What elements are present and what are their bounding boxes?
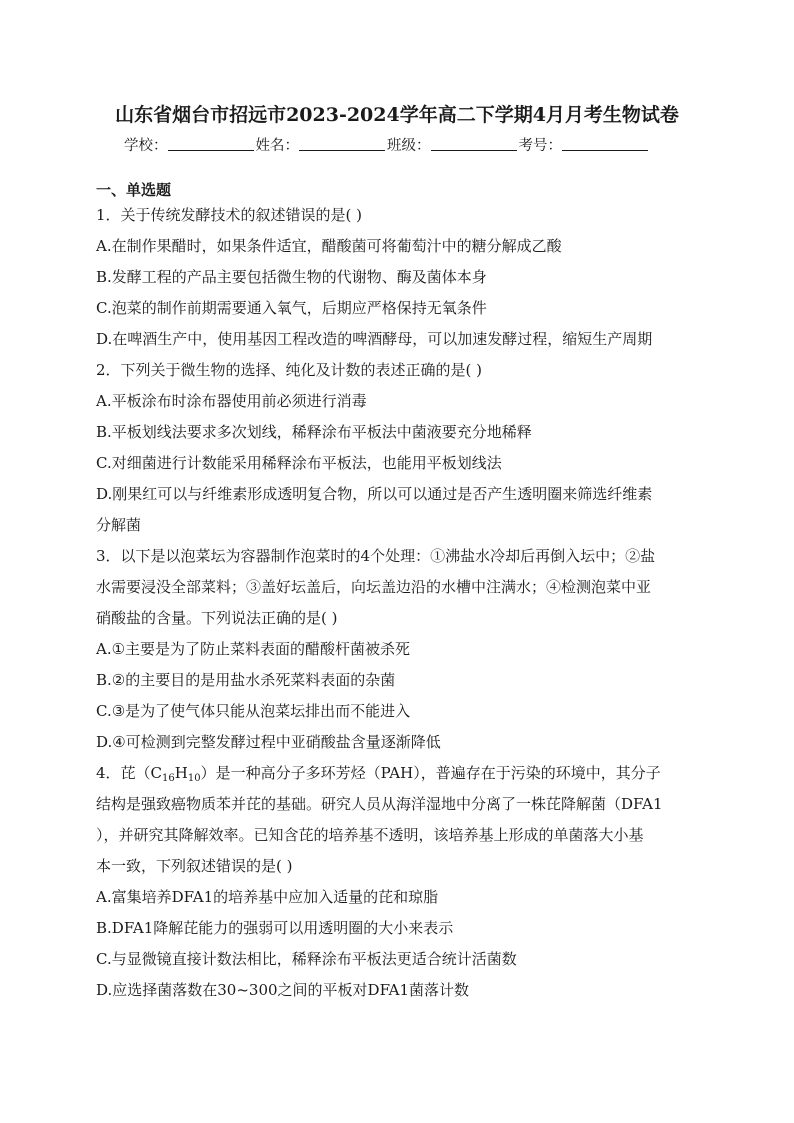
q4-subscript-c: 16 (162, 773, 175, 784)
question-4-option-d: D.应选择菌落数在30~300之间的平板对DFA1菌落计数 (96, 981, 470, 999)
question-4-option-c: C.与显微镜直接计数法相比，稀释涂布平板法更适合统计活菌数 (96, 950, 517, 968)
question-4-stem-line-1 (96, 763, 661, 783)
question-2-option-a: A.平板涂布时涂布器使用前必须进行消毒 (96, 392, 367, 410)
q4-subscript-h: 10 (187, 773, 201, 784)
question-4-option-b: B.DFA1降解芘能力的强弱可以用透明圈的大小来表示 (96, 919, 454, 937)
question-3-stem-line-1: 3．以下是以泡菜坛为容器制作泡菜时的4个处理：①沸盐水冷却后再倒入坛中；②盐 (96, 547, 656, 565)
question-1-option-b: B.发酵工程的产品主要包括微生物的代谢物、酶及菌体本身 (96, 268, 487, 286)
question-3-option-c: C.③是为了使气体只能从泡菜坛排出而不能进入 (96, 702, 411, 720)
exam-no-blank[interactable] (562, 136, 648, 151)
question-3-option-b: B.②的主要目的是用盐水杀死菜料表面的杂菌 (96, 671, 396, 689)
q4-prefix: 4．芘（C (96, 764, 163, 782)
section-heading: 一、单选题 (96, 181, 172, 199)
exam-no-label: 考号： (518, 138, 562, 154)
q4-stem-rest: ）是一种高分子多环芳烃（PAH），普遍存在于污染的环境中，其分子 (200, 764, 661, 782)
student-info-row (124, 136, 650, 156)
question-4-stem-line-3: ），并研究其降解效率。已知含芘的培养基不透明，该培养基上形成的单菌落大小基 (96, 826, 644, 844)
question-3-option-d: D.④可检测到完整发酵过程中亚硝酸盐含量逐渐降低 (96, 733, 441, 751)
question-2-option-d: D.刚果红可以与纤维素形成透明复合物，所以可以通过是否产生透明圈来筛选纤维素 (96, 485, 653, 503)
question-4-stem-line-4: 本一致，下列叙述错误的是( ) (96, 857, 293, 875)
question-3-stem-line-3: 硝酸盐的含量。下列说法正确的是( ) (96, 609, 338, 627)
question-2-option-b: B.平板划线法要求多次划线，稀释涂布平板法中菌液要充分地稀释 (96, 423, 532, 441)
exam-title: 山东省烟台市招远市2023-2024学年高二下学期4月月考生物试卷 (115, 104, 679, 126)
school-blank[interactable] (168, 136, 254, 151)
class-blank[interactable] (431, 136, 517, 151)
question-3-option-a: A.①主要是为了防止菜料表面的醋酸杆菌被杀死 (96, 640, 411, 658)
question-4-stem-line-2: 结构是强致癌物质苯并芘的基础。研究人员从海洋湿地中分离了一株芘降解菌（DFA1 (96, 795, 663, 813)
question-4-option-a: A.富集培养DFA1的培养基中应加入适量的芘和琼脂 (96, 888, 439, 906)
name-blank[interactable] (299, 136, 385, 151)
question-3-stem-line-2: 水需要浸没全部菜料；③盖好坛盖后，向坛盖边沿的水槽中注满水；④检测泡菜中亚 (96, 578, 652, 596)
question-1-stem: 1．关于传统发酵技术的叙述错误的是( ) (96, 206, 363, 224)
name-label: 姓名： (255, 138, 299, 154)
class-label: 班级： (387, 138, 431, 154)
question-1-option-a: A.在制作果醋时，如果条件适宜，醋酸菌可将葡萄汁中的糖分解成乙酸 (96, 237, 562, 255)
question-1-option-d: D.在啤酒生产中，使用基因工程改造的啤酒酵母，可以加速发酵过程，缩短生产周期 (96, 330, 653, 348)
school-label: 学校： (124, 138, 168, 154)
q4-element-h: H (174, 764, 188, 782)
question-2-option-d-cont: 分解菌 (96, 516, 142, 534)
question-1-option-c: C.泡菜的制作前期需要通入氧气，后期应严格保持无氧条件 (96, 299, 487, 317)
question-2-option-c: C.对细菌进行计数能采用稀释涂布平板法，也能用平板划线法 (96, 454, 502, 472)
question-2-stem: 2．下列关于微生物的选择、纯化及计数的表述正确的是( ) (96, 361, 483, 379)
